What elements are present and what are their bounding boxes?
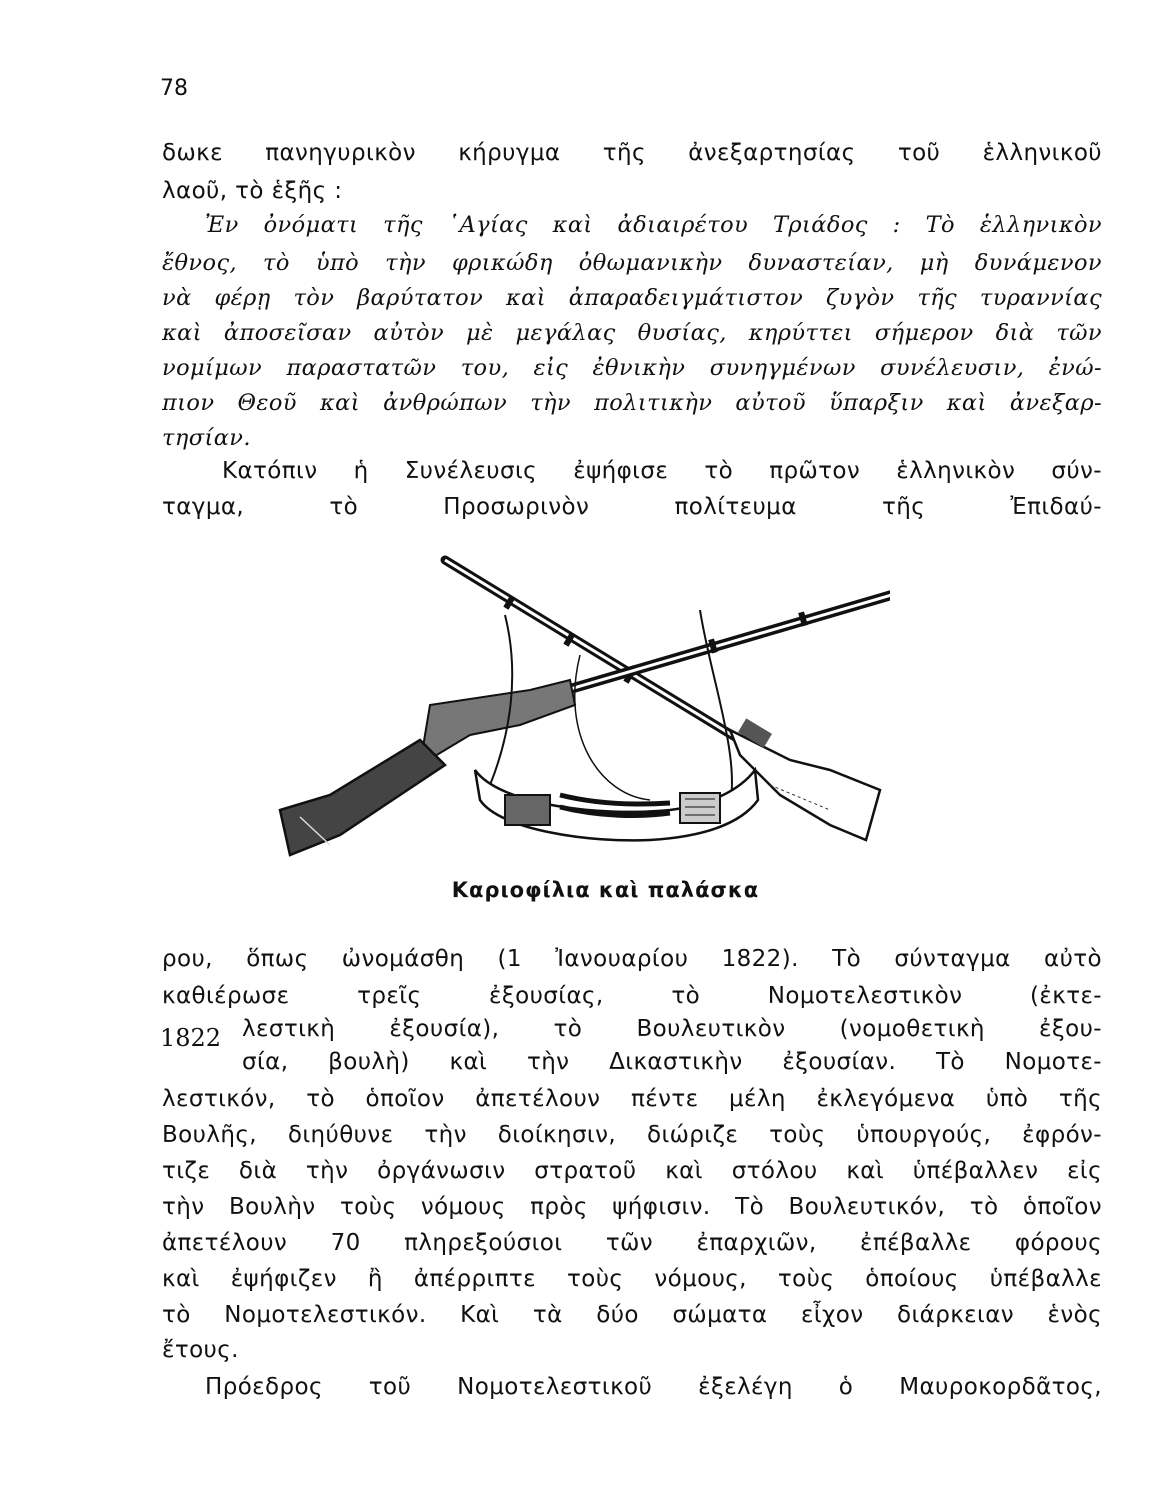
text-line: καθιέρωσε τρεῖς ἐξουσίας, τὸ Νομοτελεστικὸν (ἐκτε- <box>162 983 1102 1009</box>
margin-year: 1822 <box>160 1024 222 1052</box>
proclamation-line: Ἐν ὀνόματι τῆς ῾Αγίας καὶ ἀδιαιρέτου Τριάδος : Τὸ ἑλληνικὸν <box>205 212 1102 238</box>
text-line: τὸ Νομοτελεστικόν. Καὶ τὰ δύο σώματα εἶχον διάρκειαν ἑνὸς <box>162 1302 1102 1328</box>
text-line: Πρόεδρος τοῦ Νομοτελεστικοῦ ἐξελέγη ὁ Μαυροκορδᾶτος, <box>205 1374 1102 1400</box>
muskets-illustration <box>270 555 890 865</box>
cartridge-belt-illustration <box>475 770 758 840</box>
text-line: ἀπετέλουν 70 πληρεξούσιοι τῶν ἐπαρχιῶν, ἐπέβαλλε φόρους <box>162 1230 1102 1256</box>
proclamation-line: τησίαν. <box>162 425 251 451</box>
text-line: Βουλῆς, διηύθυνε τὴν διοίκησιν, διώριζε τοὺς ὑπουργούς, ἐφρόν- <box>162 1122 1102 1148</box>
text-line: τὴν Βουλὴν τοὺς νόμους πρὸς ψήφισιν. Τὸ Βουλευτικόν, τὸ ὁποῖον <box>162 1194 1102 1220</box>
text-line: ταγμα, τὸ Προσωρινὸν πολίτευμα τῆς Ἐπιδαύ- <box>162 494 1102 520</box>
text-line: δωκε πανηγυρικὸν κήρυγμα τῆς ἀνεξαρτησίας τοῦ ἑλληνικοῦ <box>162 140 1102 166</box>
figure-caption: Καριοφίλια καὶ παλάσκα <box>451 878 760 902</box>
text-line: Κατόπιν ἡ Συνέλευσις ἐψήφισε τὸ πρῶτον ἑλληνικὸν σύν- <box>222 458 1102 484</box>
text-line: ἔτους. <box>162 1337 239 1363</box>
proclamation-line: πιον Θεοῦ καὶ ἀνθρώπων τὴν πολιτικὴν αὐτοῦ ὕπαρξιν καὶ ἀνεξαρ- <box>162 390 1102 416</box>
text-line: σία, βουλὴ) καὶ τὴν Δικαστικὴν ἐξουσίαν. Τὸ Νομοτε- <box>242 1049 1102 1075</box>
proclamation-line: καὶ ἀποσεῖσαν αὐτὸν μὲ μεγάλας θυσίας, κηρύττει σήμερον διὰ τῶν <box>162 320 1102 346</box>
text-line: τιζε διὰ τὴν ὀργάνωσιν στρατοῦ καὶ στόλου καὶ ὑπέβαλλεν εἰς <box>162 1158 1102 1184</box>
text-line: λαοῦ, τὸ ἑξῆς : <box>162 178 343 204</box>
text-line: λεστικόν, τὸ ὁποῖον ἀπετέλουν πέντε μέλη ἐκλεγόμενα ὑπὸ τῆς <box>162 1086 1102 1112</box>
page-number: 78 <box>160 76 188 101</box>
text-line: ρου, ὅπως ὠνομάσθη (1 Ἰανουαρίου 1822). Τὸ σύνταγμα αὐτὸ <box>162 946 1102 972</box>
proclamation-line: νὰ φέρῃ τὸν βαρύτατον καὶ ἀπαραδειγμάτιστον ζυγὸν τῆς τυραννίας <box>162 285 1102 311</box>
proclamation-line: νομίμων παραστατῶν του, εἰς ἐθνικὴν συνηγμένων συνέλευσιν, ἐνώ- <box>162 355 1102 381</box>
proclamation-line: ἔθνος, τὸ ὑπὸ τὴν φρικώδη ὀθωμανικὴν δυναστείαν, μὴ δυνάμενον <box>162 250 1102 276</box>
text-line: καὶ ἐψήφιζεν ἢ ἀπέρριπτε τοὺς νόμους, τοὺς ὁποίους ὑπέβαλλε <box>162 1266 1102 1292</box>
text-line: λεστικὴ ἐξουσία), τὸ Βουλευτικὸν (νομοθετικὴ ἐξου- <box>242 1016 1102 1042</box>
